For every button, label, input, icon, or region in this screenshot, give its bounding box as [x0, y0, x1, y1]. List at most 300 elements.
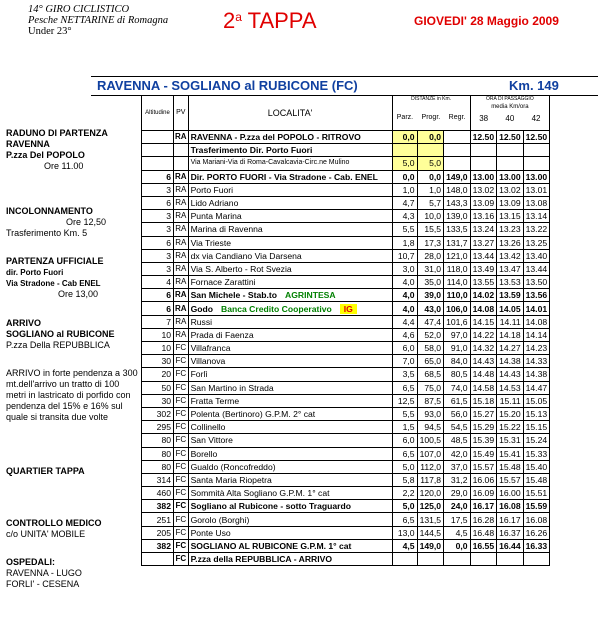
row-pv: FC [174, 381, 189, 394]
row-progr: 112,0 [417, 460, 444, 473]
row-pv: RA [174, 236, 189, 249]
row-progr: 10,0 [417, 210, 444, 223]
row-time-40: 14.53 [497, 381, 524, 394]
row-localita [188, 249, 392, 262]
row-time-38: 13.00 [470, 170, 497, 183]
table-row [142, 539, 550, 552]
row-time-42: 13.00 [523, 170, 550, 183]
table-row [142, 342, 550, 355]
row-pv: FC [174, 460, 189, 473]
row-altitude: 251 [142, 513, 174, 526]
table-row [142, 157, 550, 170]
row-pv: RA [174, 315, 189, 328]
row-progr: 107,0 [417, 447, 444, 460]
row-time-42 [523, 157, 550, 170]
row-time-40: 14.27 [497, 342, 524, 355]
row-progr: 47,4 [417, 315, 444, 328]
col-header-40: 40 [505, 114, 515, 123]
row-altitude: 80 [142, 447, 174, 460]
row-pv: RA [174, 223, 189, 236]
row-altitude: 460 [142, 487, 174, 500]
incol-title: INCOLONNAMENTO [6, 206, 93, 216]
row-altitude: 314 [142, 473, 174, 486]
row-regr: 4,5 [444, 526, 471, 539]
table-row [142, 262, 550, 275]
row-regr: 84,0 [444, 355, 471, 368]
row-parz: 0,0 [392, 170, 417, 183]
row-time-38: 13.49 [470, 262, 497, 275]
row-time-40: 16.17 [497, 513, 524, 526]
row-progr: 100,5 [417, 434, 444, 447]
row-altitude: 3 [142, 262, 174, 275]
row-parz: 6,0 [392, 434, 417, 447]
row-progr: 28,0 [417, 249, 444, 262]
row-progr: 75,0 [417, 381, 444, 394]
localita-text: SOGLIANO AL RUBICONE G.P.M. 1° cat [190, 540, 352, 551]
row-time-40 [497, 144, 524, 157]
row-parz: 5,0 [392, 460, 417, 473]
row-localita [188, 302, 392, 315]
row-localita [188, 183, 392, 196]
table-row [142, 460, 550, 473]
row-progr: 93,0 [417, 407, 444, 420]
row-progr: 52,0 [417, 328, 444, 341]
row-progr: 0,0 [417, 131, 444, 144]
row-time-42: 15.40 [523, 460, 550, 473]
row-time-42: 16.26 [523, 526, 550, 539]
arrival-city: SOGLIANO al RUBICONE [6, 329, 115, 339]
raduno-place: P.zza Del POPOLO [6, 150, 85, 160]
col-header-pv: PV [174, 96, 189, 131]
table-row [142, 249, 550, 262]
row-time-40: 15.31 [497, 434, 524, 447]
row-time-42: 15.24 [523, 434, 550, 447]
row-progr: 117,8 [417, 473, 444, 486]
row-time-40: 16.08 [497, 500, 524, 513]
row-parz: 6,5 [392, 447, 417, 460]
event-sponsor: Pesche NETTARINE di Romagna [28, 15, 169, 26]
table-row [142, 276, 550, 289]
row-time-40: 16.00 [497, 487, 524, 500]
row-time-40: 13.23 [497, 223, 524, 236]
incol-time: Ore 12,50 [66, 217, 107, 227]
row-pv: RA [174, 131, 189, 144]
row-localita [188, 355, 392, 368]
row-time-40 [497, 553, 524, 566]
row-time-40: 15.41 [497, 447, 524, 460]
localita-text: Villanova [190, 356, 226, 367]
row-regr: 17,5 [444, 513, 471, 526]
row-regr: 143,3 [444, 196, 471, 209]
row-localita [188, 473, 392, 486]
row-time-40: 15.48 [497, 460, 524, 473]
row-altitude: 80 [142, 434, 174, 447]
row-altitude: 6 [142, 302, 174, 315]
row-progr: 39,0 [417, 289, 444, 302]
row-altitude: 10 [142, 342, 174, 355]
table-row [142, 328, 550, 341]
table-row [142, 236, 550, 249]
row-localita [188, 223, 392, 236]
row-time-38: 15.39 [470, 434, 497, 447]
row-time-42: 16.33 [523, 539, 550, 552]
raduno-city: RAVENNA [6, 139, 50, 149]
row-parz [392, 144, 417, 157]
row-pv [174, 144, 189, 157]
row-parz: 10,7 [392, 249, 417, 262]
row-pv: RA [174, 210, 189, 223]
row-pv: FC [174, 355, 189, 368]
row-parz: 4,7 [392, 196, 417, 209]
localita-text: Santa Maria Riopetra [190, 474, 272, 485]
row-time-40: 13.53 [497, 276, 524, 289]
row-progr: 144,5 [417, 526, 444, 539]
row-progr: 15,5 [417, 223, 444, 236]
localita-text: Russi [190, 316, 213, 327]
table-row [142, 473, 550, 486]
table-row [142, 302, 550, 315]
row-time-38: 14.48 [470, 368, 497, 381]
row-regr: 74,0 [444, 381, 471, 394]
table-row [142, 394, 550, 407]
row-time-38: 15.29 [470, 421, 497, 434]
row-time-40 [497, 157, 524, 170]
row-localita [188, 342, 392, 355]
arrival-title: ARRIVO [6, 318, 42, 328]
row-parz: 4,4 [392, 315, 417, 328]
localita-text: Via Mariani-Via di Roma-Cavalcavia-Circ.ne Mulino [190, 159, 350, 167]
row-time-42: 15.51 [523, 487, 550, 500]
row-time-42: 13.44 [523, 262, 550, 275]
row-localita [188, 196, 392, 209]
row-time-42: 13.50 [523, 276, 550, 289]
table-row [142, 131, 550, 144]
row-time-38: 15.57 [470, 460, 497, 473]
row-pv: FC [174, 447, 189, 460]
event-header [28, 4, 168, 37]
row-time-40: 14.18 [497, 328, 524, 341]
row-localita [188, 276, 392, 289]
row-time-38: 14.15 [470, 315, 497, 328]
row-parz: 4,6 [392, 328, 417, 341]
localita-text: Trasferimento Dir. Porto Fuori [190, 145, 313, 156]
row-localita [188, 328, 392, 341]
row-parz: 1,8 [392, 236, 417, 249]
localita-text: Sogliano al Rubicone - sotto Traguardo [190, 501, 351, 512]
row-regr: 48,5 [444, 434, 471, 447]
row-regr: 118,0 [444, 262, 471, 275]
row-altitude: 3 [142, 210, 174, 223]
row-regr: 110,0 [444, 289, 471, 302]
row-time-40: 14.38 [497, 355, 524, 368]
row-time-38 [470, 157, 497, 170]
official-title: PARTENZA UFFICIALE [6, 256, 104, 266]
official-time: Ore 13,00 [58, 289, 99, 299]
stage-title: 2$^a$ TAPPA [223, 8, 317, 33]
row-time-40: 13.42 [497, 249, 524, 262]
official-start-block [6, 256, 141, 300]
row-time-40: 14.11 [497, 315, 524, 328]
medical-block [6, 518, 141, 540]
row-time-42: 15.13 [523, 407, 550, 420]
row-pv: FC [174, 421, 189, 434]
row-regr: 114,0 [444, 276, 471, 289]
row-pv: FC [174, 500, 189, 513]
row-altitude: 3 [142, 183, 174, 196]
row-time-40: 15.57 [497, 473, 524, 486]
row-pv: FC [174, 394, 189, 407]
row-time-42: 15.05 [523, 394, 550, 407]
row-time-38: 13.16 [470, 210, 497, 223]
row-time-42: 15.48 [523, 473, 550, 486]
col-header-times [470, 96, 550, 131]
row-time-38: 15.18 [470, 394, 497, 407]
row-regr: 42,0 [444, 447, 471, 460]
row-altitude: 302 [142, 407, 174, 420]
table-row [142, 210, 550, 223]
col-header-regr: Regr. [448, 114, 466, 121]
arrival-note: ARRIVO in forte pendenza a 300 mt.dell'arrivo un tratto di 100 metri in lastricato di porfido con pendenza del 15% e 16% sul quale si transita due volte [6, 368, 138, 422]
row-pv: FC [174, 526, 189, 539]
row-time-42: 15.33 [523, 447, 550, 460]
row-regr: 0,0 [444, 539, 471, 552]
row-localita [188, 447, 392, 460]
arrival-place: P.zza Della REPUBBLICA [6, 340, 110, 350]
row-time-42: 14.01 [523, 302, 550, 315]
row-progr: 120,0 [417, 487, 444, 500]
row-parz: 0,0 [392, 131, 417, 144]
row-progr: 1,0 [417, 183, 444, 196]
hq-block [6, 466, 141, 477]
row-time-42: 14.14 [523, 328, 550, 341]
row-pv: FC [174, 473, 189, 486]
official-place2: Via Stradone - Cab ENEL [6, 279, 101, 288]
row-localita [188, 210, 392, 223]
row-time-38: 13.09 [470, 196, 497, 209]
table-row [142, 355, 550, 368]
localita-text: dx via Candiano Via Darsena [190, 250, 302, 261]
row-localita [188, 421, 392, 434]
row-pv: FC [174, 539, 189, 552]
row-altitude: 3 [142, 223, 174, 236]
hq-title: QUARTIER TAPPA [6, 466, 85, 476]
stage-date: GIOVEDI' 28 Maggio 2009 [414, 14, 559, 28]
row-regr: 121,0 [444, 249, 471, 262]
row-regr: 24,0 [444, 500, 471, 513]
row-parz: 4,5 [392, 539, 417, 552]
row-altitude: 3 [142, 249, 174, 262]
row-regr: 131,7 [444, 236, 471, 249]
localita-text: Punta Marina [190, 211, 242, 222]
row-localita [188, 539, 392, 552]
incolonnamento-block [6, 206, 141, 239]
row-altitude: 10 [142, 328, 174, 341]
row-regr [444, 553, 471, 566]
row-pv: RA [174, 276, 189, 289]
row-parz: 1,5 [392, 421, 417, 434]
distances-label: DISTANZE in Km. [411, 96, 452, 102]
row-time-38: 13.55 [470, 276, 497, 289]
row-localita [188, 381, 392, 394]
row-time-38: 16.06 [470, 473, 497, 486]
row-progr: 43,0 [417, 302, 444, 315]
event-title: 14° GIRO CICLISTICO [28, 4, 130, 15]
row-time-40: 12.50 [497, 131, 524, 144]
localita-text: Via S. Alberto - Rot Svezia [190, 263, 292, 274]
row-pv: RA [174, 170, 189, 183]
row-regr: 80,5 [444, 368, 471, 381]
row-localita [188, 236, 392, 249]
hosp-title: OSPEDALI: [6, 557, 56, 567]
hospitals-block [6, 557, 141, 590]
row-parz: 4,3 [392, 210, 417, 223]
row-parz [392, 553, 417, 566]
row-progr: 65,0 [417, 355, 444, 368]
row-time-38: 16.55 [470, 539, 497, 552]
row-localita [188, 513, 392, 526]
row-parz: 4,0 [392, 289, 417, 302]
row-time-40: 13.02 [497, 183, 524, 196]
row-progr: 35,0 [417, 276, 444, 289]
row-time-42: 13.22 [523, 223, 550, 236]
row-time-38: 15.27 [470, 407, 497, 420]
speed-label: media Km/ora [491, 104, 529, 110]
row-regr: 61,5 [444, 394, 471, 407]
col-header-parz: Parz. [396, 114, 414, 121]
row-pv: RA [174, 262, 189, 275]
row-altitude: 6 [142, 289, 174, 302]
localita-text: Borello [190, 448, 218, 459]
row-progr [417, 553, 444, 566]
row-regr: 29,0 [444, 487, 471, 500]
row-parz: 5,0 [392, 500, 417, 513]
row-localita [188, 262, 392, 275]
row-parz: 5,5 [392, 407, 417, 420]
row-time-42: 13.08 [523, 196, 550, 209]
row-altitude: 6 [142, 170, 174, 183]
row-time-42: 12.50 [523, 131, 550, 144]
row-altitude [142, 157, 174, 170]
row-altitude: 7 [142, 315, 174, 328]
table-row [142, 434, 550, 447]
row-time-38: 13.24 [470, 223, 497, 236]
sponsor-text: Banca Credito Cooperativo [221, 303, 332, 314]
row-time-42 [523, 553, 550, 566]
row-altitude: 6 [142, 196, 174, 209]
localita-text: San Michele - Stab.to [190, 290, 277, 301]
row-localita [188, 407, 392, 420]
table-row [142, 526, 550, 539]
row-time-38: 13.27 [470, 236, 497, 249]
localita-text: Lido Adriano [190, 198, 239, 209]
row-localita [188, 526, 392, 539]
row-time-42 [523, 144, 550, 157]
localita-text: Polenta (Bertinoro) G.P.M. 2° cat [190, 409, 316, 420]
row-pv: RA [174, 249, 189, 262]
row-time-38: 16.48 [470, 526, 497, 539]
official-place1: dir. Porto Fuori [6, 268, 64, 277]
row-pv: FC [174, 553, 189, 566]
row-time-42: 13.56 [523, 289, 550, 302]
localita-text: Collinello [190, 422, 226, 433]
row-progr: 68,5 [417, 368, 444, 381]
row-parz: 7,0 [392, 355, 417, 368]
table-row [142, 223, 550, 236]
table-row [142, 407, 550, 420]
row-altitude: 6 [142, 236, 174, 249]
row-progr: 58,0 [417, 342, 444, 355]
row-altitude: 382 [142, 539, 174, 552]
row-time-38: 15.49 [470, 447, 497, 460]
row-time-40: 15.11 [497, 394, 524, 407]
row-pv: FC [174, 407, 189, 420]
localita-text: San Martino in Strada [190, 382, 274, 393]
localita-text: Gualdo (Roncofreddo) [190, 461, 276, 472]
table-row [142, 381, 550, 394]
route-bar [91, 76, 598, 96]
table-row [142, 368, 550, 381]
localita-text: Godo [190, 303, 213, 314]
row-altitude: 30 [142, 355, 174, 368]
row-regr [444, 131, 471, 144]
route-distance: Km. 149 [509, 78, 559, 93]
route-title: RAVENNA - SOGLIANO al RUBICONE (FC) [97, 78, 358, 93]
sponsor-text: AGRINTESA [285, 290, 336, 301]
row-progr: 87,5 [417, 394, 444, 407]
row-pv: FC [174, 487, 189, 500]
raduno-title: RADUNO DI PARTENZA [6, 128, 108, 138]
row-time-42: 13.01 [523, 183, 550, 196]
localita-text: Ponte Uso [190, 527, 231, 538]
row-time-42: 16.08 [523, 513, 550, 526]
row-localita [188, 460, 392, 473]
table-row [142, 315, 550, 328]
row-progr: 0,0 [417, 170, 444, 183]
row-parz: 3,5 [392, 368, 417, 381]
row-regr: 54,5 [444, 421, 471, 434]
col-header-localita: LOCALITA' [188, 96, 392, 131]
row-time-38: 13.44 [470, 249, 497, 262]
row-localita [188, 553, 392, 566]
row-time-40: 15.20 [497, 407, 524, 420]
row-parz: 13,0 [392, 526, 417, 539]
table-row [142, 447, 550, 460]
row-localita [188, 315, 392, 328]
row-time-42: 13.25 [523, 236, 550, 249]
row-time-40: 15.22 [497, 421, 524, 434]
row-parz: 5,8 [392, 473, 417, 486]
localita-text: Dir. PORTO FUORI - Via Stradone - Cab. ENEL [190, 171, 378, 182]
row-pv: RA [174, 196, 189, 209]
row-time-42: 14.23 [523, 342, 550, 355]
row-progr: 125,0 [417, 500, 444, 513]
localita-text: P.zza della REPUBBLICA - ARRIVO [190, 554, 333, 565]
row-time-40: 13.59 [497, 289, 524, 302]
row-time-38: 14.58 [470, 381, 497, 394]
row-regr: 139,0 [444, 210, 471, 223]
row-localita [188, 434, 392, 447]
row-localita [188, 144, 392, 157]
row-localita [188, 368, 392, 381]
row-localita [188, 170, 392, 183]
medical-place: c/o UNITA' MOBILE [6, 529, 86, 539]
row-progr: 5,7 [417, 196, 444, 209]
localita-text: RAVENNA - P.zza del POPOLO - RITROVO [190, 132, 361, 143]
row-time-40: 14.43 [497, 368, 524, 381]
row-time-38 [470, 144, 497, 157]
localita-text: Porto Fuori [190, 184, 234, 195]
row-localita [188, 500, 392, 513]
